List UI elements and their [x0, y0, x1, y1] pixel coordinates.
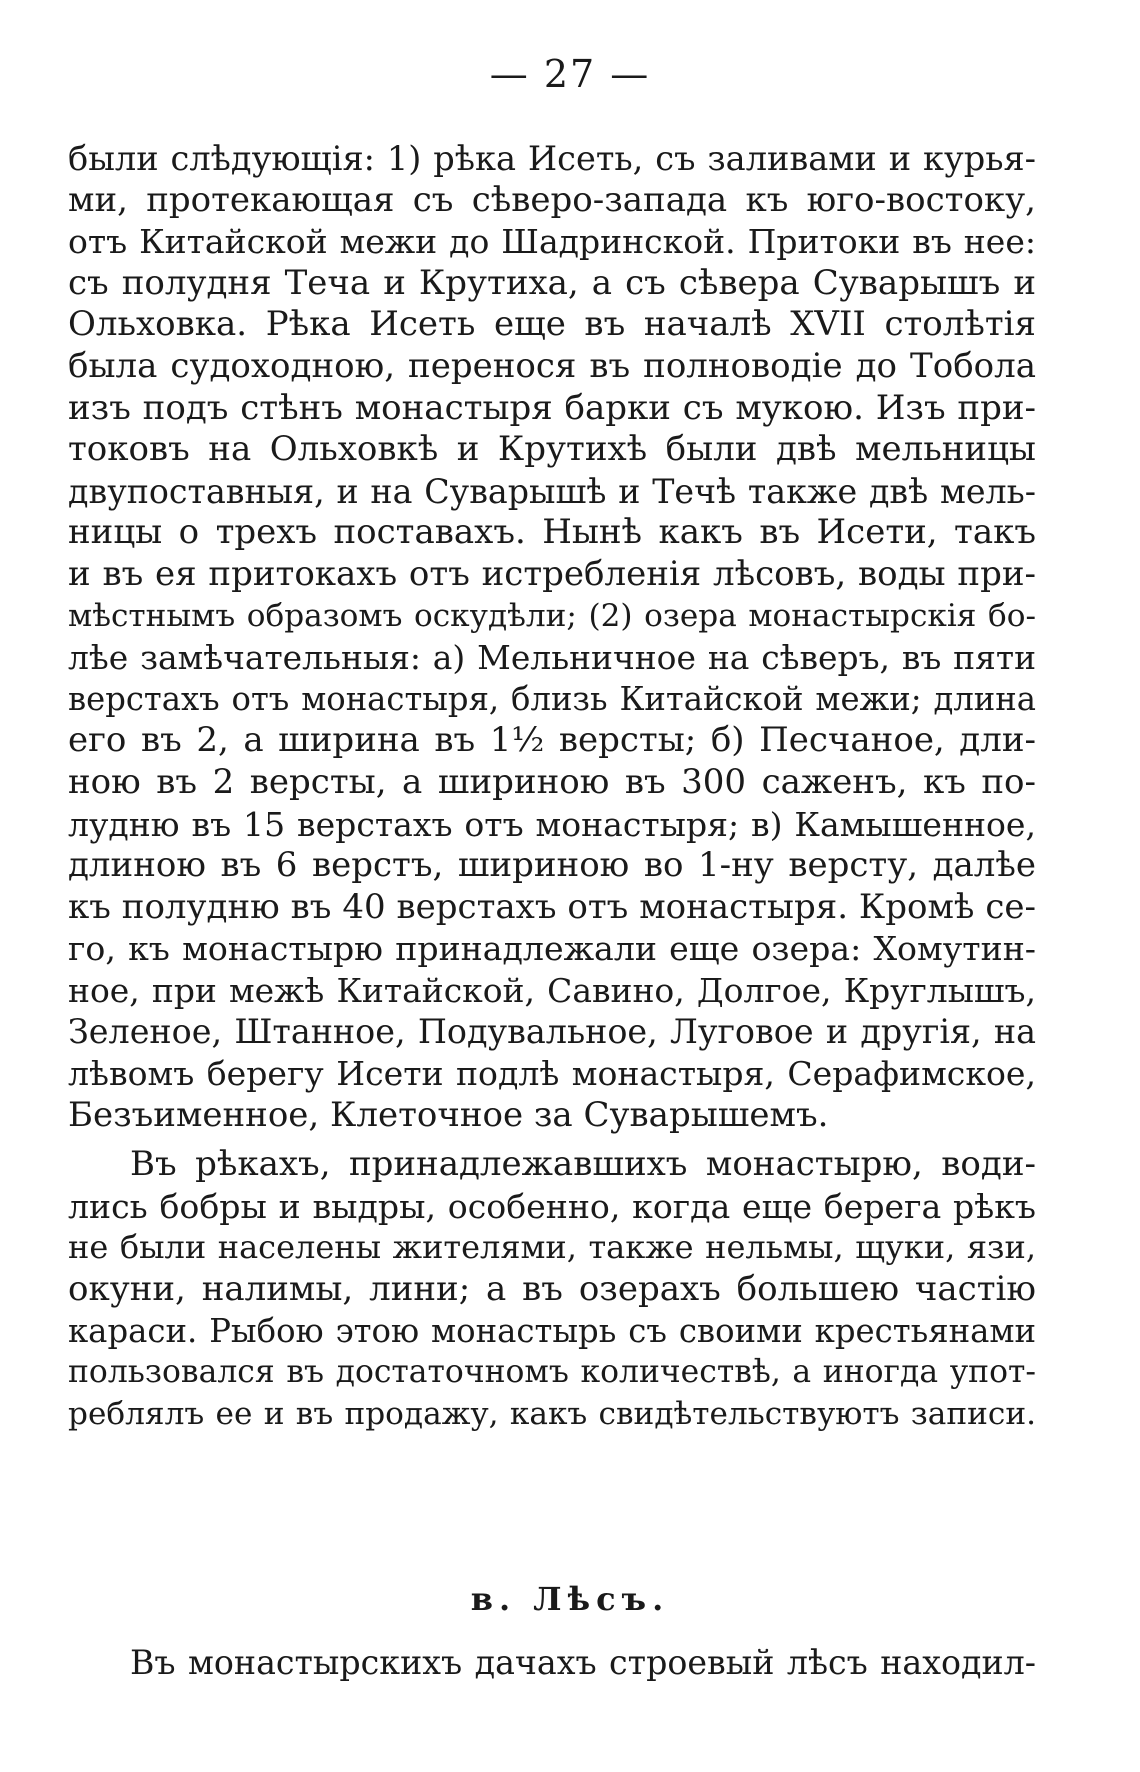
text-line: отъ Китайской межи до Шадринской. Притоки въ нее:	[68, 222, 1036, 262]
text-line: Въ монастырскихъ дачахъ строевый лѣсъ находил-	[130, 1643, 1036, 1682]
text-line: пользовался въ достаточномъ количествѣ, а иногда упот-	[68, 1354, 1036, 1391]
text-line: была судоходною, перенося въ полноводіе до Тобола	[68, 345, 1036, 386]
text-line: изъ подъ стѣнъ монастыря барки съ мукою. Изъ при-	[68, 387, 1036, 428]
text-line: длиною въ 6 верстъ, шириною во 1-ну версту, далѣе	[68, 845, 1036, 886]
page-number: — 27 —	[489, 52, 651, 96]
text-line: Безъименное, Клеточное за Суварышемъ.	[68, 1094, 829, 1135]
text-line: съ полудня Теча и Крутиха, а съ сѣвера Суварышъ и	[68, 262, 1036, 303]
paragraph-2	[68, 1144, 1036, 1435]
paragraph-gap	[68, 1136, 1036, 1144]
paragraph-1	[68, 138, 1036, 1136]
text-line: лѣвомъ берегу Исети подлѣ монастыря, Серафимское,	[68, 1054, 1036, 1094]
text-line: ницы о трехъ поставахъ. Нынѣ какъ въ Исети, такъ	[68, 512, 1036, 553]
text-line: окуни, налимы, лини; а въ озерахъ большею частію	[68, 1269, 1036, 1310]
text-line: мѣстнымъ образомъ оскудѣли; (2) озера монастырскія бо-	[68, 597, 1036, 634]
text-line: лудню въ 15 верстахъ отъ монастыря; в) Камышенное,	[68, 804, 1036, 844]
text-line: лѣе замѣчательныя: а) Мельничное на сѣверъ, въ пяти	[68, 638, 1036, 678]
text-line: лись бобры и выдры, особенно, когда еще берега рѣкъ	[68, 1186, 1036, 1226]
text-line: токовъ на Ольховкѣ и Крутихѣ были двѣ мельницы	[68, 429, 1036, 470]
text-line: ное, при межѣ Китайской, Савино, Долгое, Круглышъ,	[68, 970, 1036, 1010]
text-line: ною въ 2 версты, а шириною въ 300 саженъ, къ по-	[68, 761, 1036, 802]
text-line: къ полудню въ 40 верстахъ отъ монастыря. Кромѣ се-	[68, 886, 1036, 927]
paragraph-3	[68, 1642, 1036, 1684]
section-heading: в. Лѣсъ.	[470, 1580, 670, 1618]
text-line: не были населены жителями, также нельмы, щуки, язи,	[68, 1228, 1036, 1267]
text-line: и въ ея притокахъ отъ истребленія лѣсовъ, воды при-	[68, 553, 1036, 594]
text-line: Ольховка. Рѣка Исеть еще въ началѣ XVII столѣтія	[68, 304, 1036, 345]
text-line: ми, протекающая съ сѣверо-запада къ юго-востоку,	[68, 179, 1036, 220]
text-line: двупоставныя, и на Суварышѣ и Течѣ также двѣ мель-	[68, 471, 1036, 511]
text-line: го, къ монастырю принадлежали еще озера: Хомутин-	[68, 929, 1036, 969]
text-line: его въ 2, а ширина въ 1½ версты; б) Песчаное, дли-	[68, 720, 1036, 761]
text-line: реблялъ ее и въ продажу, какъ свидѣтельствуютъ записи.	[68, 1395, 1036, 1432]
text-line: караси. Рыбою этою монастырь съ своими крестьянами	[68, 1311, 1036, 1350]
text-line: верстахъ отъ монастыря, близь Китайской межи; длина	[68, 679, 1036, 718]
text-line: Зеленое, Штанное, Подувальное, Луговое и другія, на	[68, 1012, 1036, 1052]
text-line: были слѣдующія: 1) рѣка Исеть, съ заливами и курья-	[68, 139, 1036, 178]
text-line: Въ рѣкахъ, принадлежавшихъ монастырю, води-	[130, 1144, 1036, 1185]
main-text	[68, 138, 1036, 1435]
